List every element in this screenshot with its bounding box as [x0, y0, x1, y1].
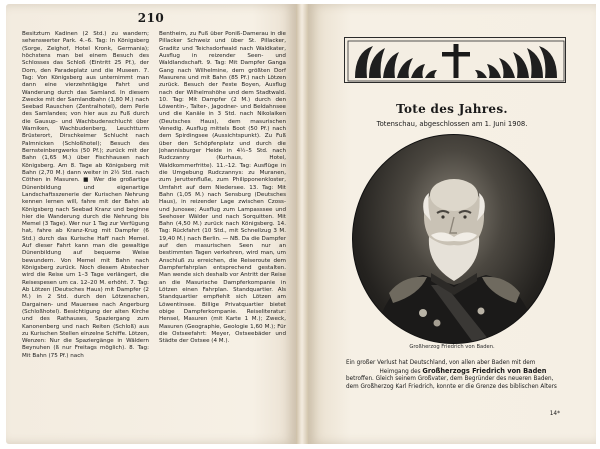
obituary-line: dem Großherzog Karl Friedrich, konnte er die Grenze des biblischen Alters — [346, 383, 557, 390]
page-subtitle: Totenschau, abgeschlossen am 1. Juni 1908. — [376, 120, 528, 128]
obituary-name: Großherzogs Friedrich von Baden — [422, 366, 547, 375]
oval-portrait — [352, 134, 555, 344]
portrait-caption: Großherzog Friedrich von Baden. — [409, 344, 495, 350]
sheet-signature-mark: 14* — [549, 411, 560, 417]
ornament-graphic — [345, 38, 567, 84]
portrait-photo — [352, 134, 555, 344]
left-page — [6, 4, 296, 444]
text-column-left — [22, 31, 149, 439]
obituary-line: betroffen. Gleich seinem Großvater, dem Begründer des neueren Baden, — [346, 376, 554, 383]
obituary-line-prefix: Heimgang des — [379, 368, 421, 375]
text-column-right — [159, 31, 286, 439]
obituary-line — [346, 368, 580, 377]
obituary-text — [346, 360, 580, 391]
right-page — [308, 4, 596, 444]
column-text: Bentheim, zu Fuß über Poniß-Damerau in die Pillacker Schweiz und über St. Pillacker, Graditz und Teichsdorfwald nach Waldkater, Ausflug in reizender Seen- und Waldlandschaft. 9. Tag: Mit Dampfer Ganga Gang nach Wilhelmine, dem größten Dorf Masurens und mit Bahn (85 Pf.) nach Lötzen zurück. Besuch der Feste Boyen, Ausflug nach der Wilhelmshöhe und dem Stadtwald. 10. Tag: Mit Dampfer (2 M.) durch den Löwentin-, Talter-, Jagodner- und Beldahnsee und die Kanäle in 3 Std. nach Nikolaiken (Deutsches Haus), dem masurischen Venedig. Ausflug mittels Boot (50 Pf.) nach dem Spirdingsee (Aussichtspunkt). Zu Fuß über den Schöpfenplatz und durch die Johannisburger Heide in 4½–5 Std. nach Rudczanny (Kurhaus, Hotel, Waldkommerfritte). 11.–12. Tag: Ausflüge in die Umgebung Rudczannys: zu Muranen, zum Jeruttenfluße, zum Philipponenkloster, Umfahrt auf dem Niedersee. 13. Tag: Mit Bahn (1,05 M.) nach Sensburg (Deutsches Haus), in reizender Lage zwischen Czoss- und Junosee; Ausflug zum Lampasssee und Seehoser Wälder und nach Sorquitten. Mit Bahn (4,50 M.) zurück nach Königsberg. 14. Tag: Rückfahrt (10 Std., mit Schnellzug 3 M. 19,40 M.) nach Berlin. — NB. Da die Dampfer auf den masurischen Seen nur an bestimmten Tagen verkehren, wird man, um Anschluß zu erreichen, die Reiseroute dem Dampferfahrplan entsprechend gestalten. Man wende sich deshalb vor Antritt der Reise an die Masurische Dampferkompanie in Lötzen einen Fahrplan. Standquartier. Als Standquartier empfiehlt sich Lötzen am Löwentinsee. Billige Privatquartier bietet obige Dampferkompanie. Reiseliteratur: Hensel, Masuren (mit Karte 1 M.); Zweck, Masuren (Geographie, Geologie 1,60 M.); Für die Ostseefahrt: Meyer, Ostseebäder und Städte der Ostsee (4 M.). — [159, 31, 286, 345]
page-number: 210 — [137, 11, 165, 25]
left-text-columns — [22, 31, 288, 439]
obituary-line: Ein großer Verlust hat Deutschland, von allen aber Baden mit dem — [346, 360, 536, 366]
ornamental-header-panel — [344, 37, 566, 83]
portrait-figure — [353, 135, 555, 344]
column-text: Besitztum Kadinen (2 Std.) zu wandern; sehenswerter Park. 4.–6. Tag: In Königsberg (Sorge, Zeighof, Hotel Kronk, Germania); höchstens man bei einem Besuch des Schlosses das Schloß (Eintritt 25 Pf.), der Dom, den Paradeplatz und die Museen. 7. Tag: Von Königsberg aus unternimmt man dann eine vierzehntägige Fahrt und Wanderung durch das Samland. In diesem Zwecke mit der Samlandbahn (1,80 M.) nach Seebad Rauschen (Zentralhotel), dem Perle des Samlandes; von hier aus zu Fuß durch die Gausup- und Wachbudenschlucht über Warniken, Wachbudenberg, Leuchtturm Brüsterort, Dirschkeimer Schlucht nach Palmnicken (Schloßhotel); Besuch des Bernsteinbergwerks (50 Pf.); zurück mit der Bahn (1,65 M.) über Fischhausen nach Königsberg. Am 8. Tage ab Königsberg mit Bahn (2,70 M.) dann weiter in 2½ Std. nach Cöthen in Masuren. ■ Wer die großartige Dünenbildung und eigenartige Landschaftsszenerie der Kurischen Nehrung kennen lernen will, fahre mit der Bahn ab Königsberg nach Seebad Kranz und beginne hier die Wanderung durch die Nehrung bis Memel (3 Tage). Wer nur 1 Tag zur Verfügung hat, fahre ab Kranz-Krug mit Dampfer (6 Std.) durch das Kurische Haff nach Memel. Auf dieser Fahrt kann man die gewaltige Dünenbildung auf bequeme Weise bewundern. Von Memel mit Bahn nach Königsberg zurück. Noch diesem Abstecher wird die Reise um 1–3 Tage verlängert, die Reisespesen um ca. 12–20 M. erhöht. 7. Tag: Ab Lötzen (Deutsches Haus) mit Dampfer (2 M.) in 2 Std. durch den Lötzenschen, Dargainen- und Mauersee nach Angerburg (Schloßhotel). Besichtigung der alten Kirche und des Rathauses, Spaziergang zum Kanonenberg und nach Reiten (Schloß) aus zu Kurischen Stellen einzelne Schiffe. Lötzen, Wenzen: Nur die Spaziergänge in Wäldern Beynuhen (ß nur Freitags möglich). 8. Tag: Mit Bahn (75 Pf.) nach — [22, 31, 149, 359]
page-title: Tote des Jahres. — [396, 102, 508, 116]
book-gutter — [296, 4, 308, 444]
